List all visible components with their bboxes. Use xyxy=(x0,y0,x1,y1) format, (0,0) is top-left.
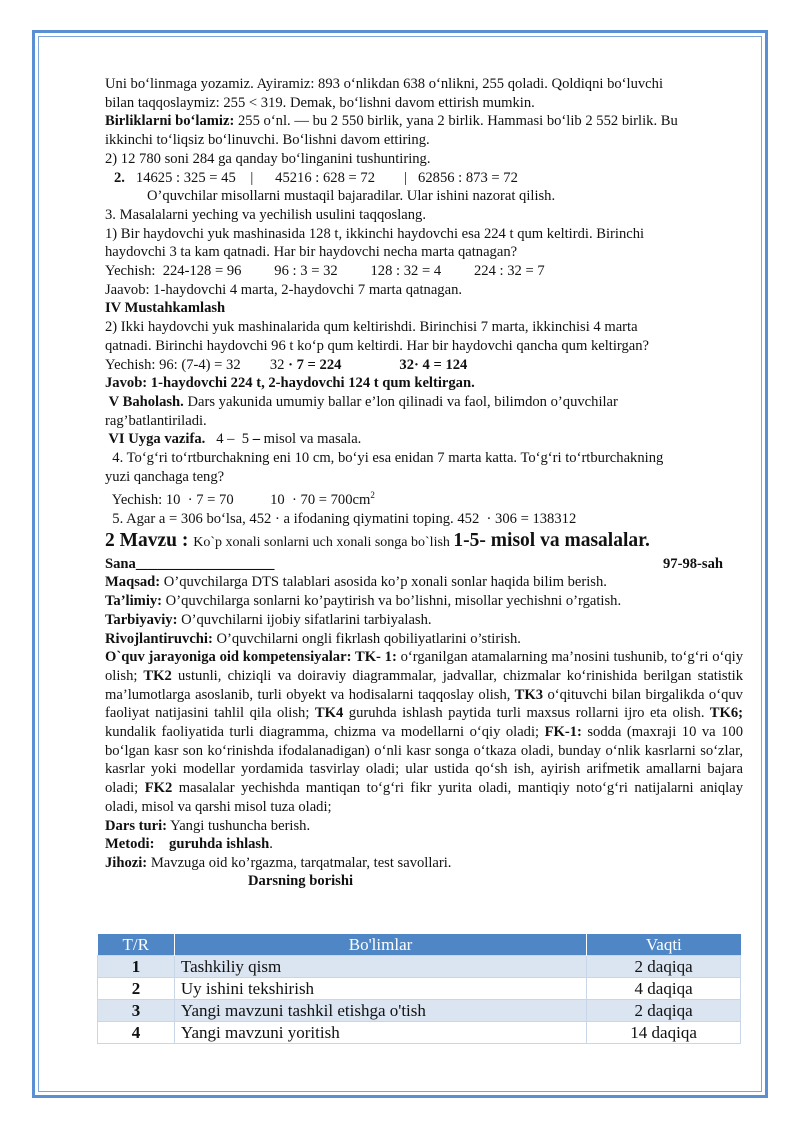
lesson-plan-table xyxy=(97,934,741,1044)
paragraph: 2. 14625 : 325 = 45 | 45216 : 628 = 72 | 62856 : 873 = 72 xyxy=(114,169,518,186)
row-section: Yangi mavzuni yoritish xyxy=(174,1022,586,1044)
lesson-type: Dars turi: Yangi tushuncha berish. xyxy=(105,817,311,834)
paragraph: VI Uyga vazifa. 4 – 5 – misol va masala. xyxy=(105,431,362,448)
table-row xyxy=(98,1000,741,1022)
paragraph: Birliklarni bo‘lamiz: 255 o‘nl. — bu 2 550 birlik, yana 2 birlik. Hammasi bo‘lib 2 552 birlik. Bu xyxy=(105,113,678,130)
paragraph: 2) 12 780 soni 284 ga qanday bo‘linganini tushuntiring. xyxy=(105,150,431,167)
paragraph: rag’batlantiriladi. xyxy=(105,412,207,429)
table-row xyxy=(98,1022,741,1044)
paragraph: 5. Agar a = 306 bo‘lsa, 452 · a ifodaning qiymatini toping. 452 · 306 = 138312 xyxy=(105,511,577,528)
column-header: T/R xyxy=(98,934,175,956)
table-caption: Darsning borishi xyxy=(248,872,354,889)
row-number: 2 xyxy=(98,978,175,1000)
section-heading: IV Mustahkamlash xyxy=(105,300,226,317)
competencies: O`quv jarayoniga oid kompetensiyalar: TK- 1: o‘rganilgan atamalarning ma’nosini tushunib, to‘g‘ri o‘qiy olish; TK2 ustunli, chiziqli va doiraviy diagrammalar, jadvallar, chizmalar ko‘rinishida berilgan statistik ma’lumotlarga asoslanib, turli obyekt va hodisalarni taqqoslay olish, TK3 o‘qituvchi bilan birgalikda o‘quv faoliyat natijasini tahlil qila olish; TK4 guruhda ishlash paytida turli maxsus rollarni ijro eta olish. TK6; kundalik faoliyatida turli diagramma, chizma va modellarni o‘qiy oladi; FK-1: sodda (maxraji 10 va 100 bo‘lgan kasr son ko‘rinishda ifodalanadigan) o‘nli kasr songa o‘tkaza oladi, bunday o‘nlik kasrlarni so‘zlar, kasrlar yoki modellar yordamida tasvirlay oladi; ular ustida qo‘sh ish, ayirish arifmetik amallarni bajara oladi; FK2 masalalar yechishda mantiqan to‘g‘ri fikr yurita oladi, mantiqiy noto‘g‘ri natijalarni aniqlay oladi, misol va qarshi misol tuza oladi; xyxy=(105,649,744,815)
table-header-row xyxy=(98,934,741,956)
equipment: Jihozi: Mavzuga oid ko’rgazma, tarqatmalar, test savollari. xyxy=(105,854,452,871)
paragraph: Uni bo‘linmaga yozamiz. Ayiramiz: 893 o‘nlikdan 638 o‘nlikni, 255 qoladi. Qoldiqni bo‘luvchi xyxy=(105,76,663,92)
goal: Maqsad: O’quvchilarga DTS talablari asosida ko’p xonali sonlar haqida bilim berish. xyxy=(105,574,607,591)
paragraph: yuzi qanchaga teng? xyxy=(105,468,225,485)
goal: Ta’limiy: O’quvchilarga sonlarni ko’paytirish va bo’lishni, misollar yechishni o’rgatish. xyxy=(105,593,622,610)
paragraph: Yechish: 96: (7-4) = 32 32 · 7 = 224 32· 4 = 124 xyxy=(105,356,468,373)
paragraph: 3. Masalalarni yeching va yechilish usulini taqqoslang. xyxy=(105,206,426,223)
method: Metodi: guruhda ishlash. xyxy=(105,836,273,853)
paragraph: O’quvchilar misollarni mustaqil bajaradilar. Ular ishini nazorat qilish. xyxy=(147,188,556,205)
row-time: 4 daqiqa xyxy=(587,978,741,1000)
row-number: 3 xyxy=(98,1000,175,1022)
table-row xyxy=(98,978,741,1000)
paragraph: bilan taqqoslaymiz: 255 < 319. Demak, bo‘lishni davom ettirish mumkin. xyxy=(105,94,535,111)
paragraph: Yechish: 10 · 7 = 70 $10 \cdot 70 = 700cm^2$ xyxy=(105,490,375,509)
row-section: Yangi mavzuni tashkil etishga o'tish xyxy=(174,1000,586,1022)
row-section: Uy ishini tekshirish xyxy=(174,978,586,1000)
column-header: Bo'limlar xyxy=(174,934,586,956)
paragraph: 2) Ikki haydovchi yuk mashinalarida qum keltirishdi. Birinchisi 7 marta, ikkinchisi 4 marta xyxy=(105,319,638,336)
paragraph: Jaavob: 1-haydovchi 4 marta, 2-haydovchi 7 marta qatnagan. xyxy=(105,281,463,298)
table-row xyxy=(98,956,741,978)
paragraph: 4. To‘g‘ri to‘rtburchakning eni 10 cm, bo‘yi esa enidan 7 marta katta. To‘g‘ri to‘rtburchakning xyxy=(105,450,664,467)
lesson-title: 2 Mavzu : Ko`p xonali sonlarni uch xonali songa bo`lish 1-5- misol va masalalar. xyxy=(105,529,650,551)
row-time: 14 daqiqa xyxy=(587,1022,741,1044)
goal: Rivojlantiruvchi: O’quvchilarni ongli fikrlash qobiliyatlarini o’stirish. xyxy=(105,630,521,647)
row-number: 4 xyxy=(98,1022,175,1044)
row-time: 2 daqiqa xyxy=(587,1000,741,1022)
document-body xyxy=(105,75,743,890)
paragraph: V Baholash. Dars yakunida umumiy ballar e’lon qilinadi va faol, bilimdon o’quvchilar xyxy=(105,393,618,410)
answer-line: Javob: 1-haydovchi 224 t, 2-haydovchi 124 t qum keltirgan. xyxy=(105,375,475,392)
paragraph: Yechish: 224-128 = 96 96 : 3 = 32 128 : 32 = 4 224 : 32 = 7 xyxy=(105,263,545,280)
date-line xyxy=(105,555,743,574)
paragraph: 1) Bir haydovchi yuk mashinasida 128 t, ikkinchi haydovchi esa 224 t qum keltirdi. Birinchi xyxy=(105,225,645,242)
date-field: Sana___________________ xyxy=(105,555,275,572)
row-section: Tashkiliy qism xyxy=(174,956,586,978)
paragraph: haydovchi 3 ta kam qatnadi. Har bir haydovchi necha marta qatnagan? xyxy=(105,244,518,261)
column-header: Vaqti xyxy=(587,934,741,956)
page-ref: 97-98-sah xyxy=(663,555,723,572)
row-time: 2 daqiqa xyxy=(587,956,741,978)
row-number: 1 xyxy=(98,956,175,978)
paragraph: qatnadi. Birinchi haydovchi 96 t ko‘p qum keltirdi. Har bir haydovchi qancha qum keltirgan? xyxy=(105,337,650,354)
goal: Tarbiyaviy: O’quvchilarni ijobiy sifatlarini tarbiyalash. xyxy=(105,611,432,628)
paragraph: ikkinchi to‘liqsiz bo‘linuvchi. Bo‘lishni davom ettiring. xyxy=(105,132,430,149)
